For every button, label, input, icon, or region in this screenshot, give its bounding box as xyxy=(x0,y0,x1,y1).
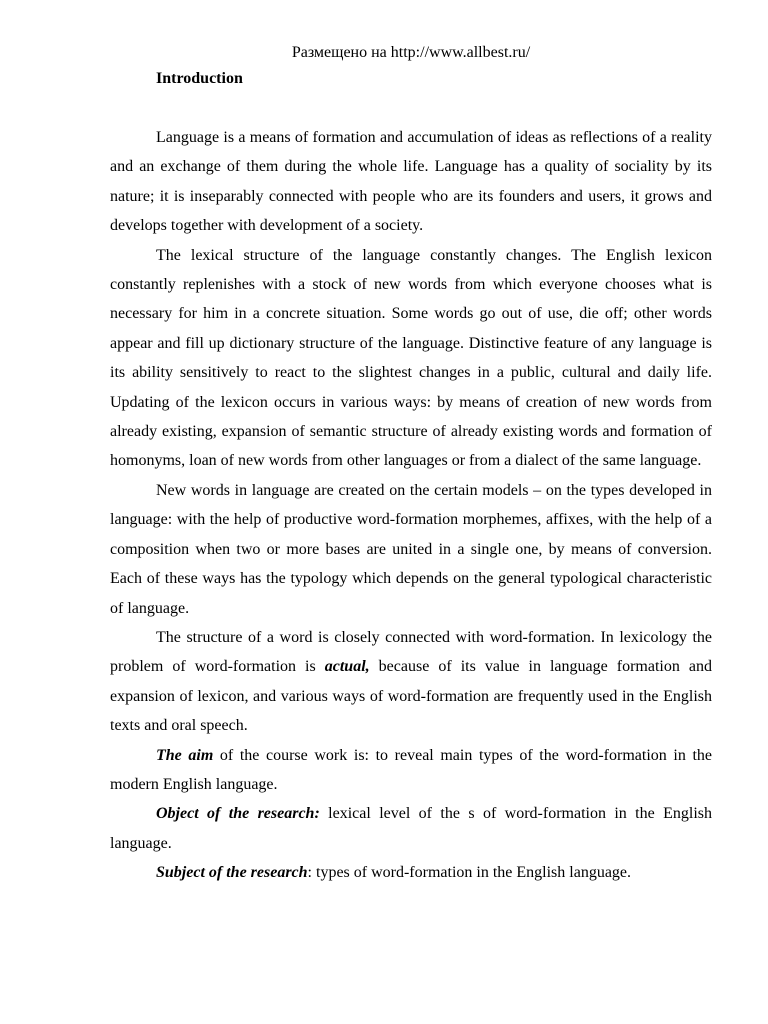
paragraph-aim xyxy=(110,741,712,800)
aim-label: The aim xyxy=(156,746,214,764)
object-label: Object of the research: xyxy=(156,805,320,823)
source-header: Размещено на http://www.allbest.ru/ xyxy=(291,44,531,61)
paragraph-lexical-structure: The lexical structure of the language constantly changes. The English lexicon constantly replenishes with a stock of new words from which everyone chooses what is necessary for him in a concrete situation. Some words go out of use, die off; other words appear and fill up dictionary structure of the language. Distinctive feature of any language is its ability sensitively to react to the slightest changes in a public, cultural and daily life. Updating of the lexicon occurs in various ways: by means of creation of new words from already existing, expansion of semantic structure of already existing words and formation of homonyms, loan of new words from other languages or from a dialect of the same language. xyxy=(110,246,712,470)
paragraph-object xyxy=(110,799,712,858)
word-structure-text-start: The structure of a word is closely connected with word-formation. In lexicology the problem of word-formation is xyxy=(110,628,712,676)
object-text: lexical level of the s of word-formation in the English language. xyxy=(110,805,712,852)
paragraph-word-structure xyxy=(110,623,712,741)
subject-text: : types of word-formation in the English language. xyxy=(307,864,632,882)
paragraph-new-words: New words in language are created on the certain models – on the types developed in language: with the help of productive word-formation morphemes, affixes, with the help of a composition when two or more bases are united in a single one, by means of conversion. Each of these ways has the typology which depends on the general typological characteristic of language. xyxy=(110,481,712,617)
actual-emphasis: actual, xyxy=(324,658,370,676)
paragraph-language-definition: Language is a means of formation and accumulation of ideas as reflections of a reality and an exchange of them during the whole life. Language has a quality of sociality by its nature; it is inseparably connected with people who are its founders and users, it grows and develops together with development of a society. xyxy=(110,129,712,235)
paragraph-subject xyxy=(110,858,712,887)
aim-text: of the course work is: to reveal main types of the word-formation in the modern English language. xyxy=(110,746,712,793)
word-structure-text-end: because of its value in language formation and expansion of lexicon, and various ways of word-formation are frequently used in the English texts and oral speech. xyxy=(110,658,712,735)
subject-label: Subject of the research xyxy=(156,864,308,882)
document-body xyxy=(110,123,712,888)
section-title: Introduction xyxy=(156,70,243,87)
